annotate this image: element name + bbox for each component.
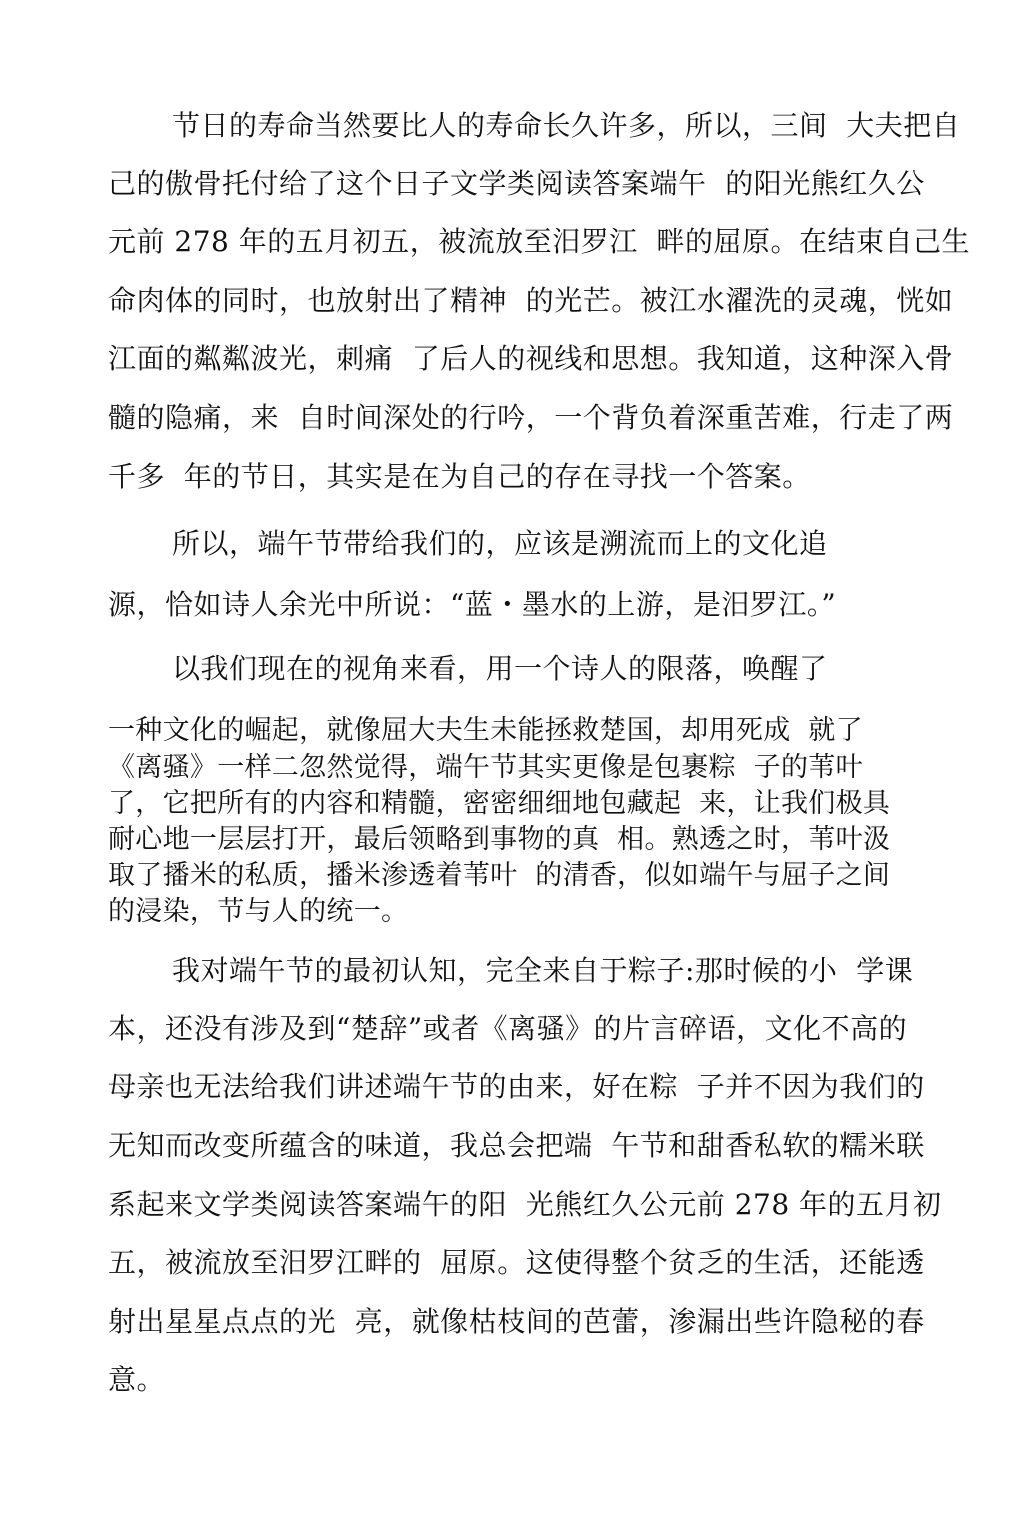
paragraph-1-line-4: 命肉体的同时，也放射出了精神 的光芒。被江水濯洗的灵魂，恍如: [108, 284, 954, 317]
paragraph-1-line-1: 节日的寿命当然要比人的寿命长久许多，所以，三间 大夫把自: [172, 109, 961, 142]
paragraph-4-line-1: 我对端午节的最初认知，完全来自于粽子:那时候的小 学课: [172, 954, 914, 987]
paragraph-4-line-3: 母亲也无法给我们讲述端午节的由来，好在粽 子并不因为我们的: [108, 1070, 925, 1103]
paragraph-1-line-7: 千多 年的节日，其实是在为自己的存在寻找一个答案。: [108, 460, 811, 493]
paragraph-1-line-6: 髓的隐痛，来 自时间深处的行吟，一个背负着深重苦难，行走了两: [108, 401, 954, 434]
paragraph-4-line-5: 系起来文学类阅读答案端午的阳 光熊红久公元前 278 年的五月初: [108, 1188, 942, 1221]
paragraph-3-line-4: 了，它把所有的内容和精髓，密密细细地包藏起 来，让我们极具: [108, 788, 891, 819]
paragraph-4-line-7: 射出星星点点的光 亮，就像枯枝间的芭蕾，渗漏出些许隐秘的春: [108, 1305, 925, 1338]
paragraph-3-line-2: 一种文化的崛起，就像屈大夫生未能拯救楚国，却用死成 就了: [108, 715, 863, 746]
paragraph-4-line-8: 意。: [108, 1363, 166, 1396]
paragraph-4-line-4: 无知而改变所蕴含的味道，我总会把端 午节和甜香私软的糯米联: [108, 1129, 925, 1162]
paragraph-4-line-6: 五，被流放至汨罗江畔的 屈原。这使得整个贫乏的生活，还能透: [108, 1246, 925, 1279]
paragraph-2-line-1: 所以，端午节带给我们的，应该是溯流而上的文化追: [172, 527, 828, 560]
paragraph-1-line-3: 元前 278 年的五月初五，被流放至汨罗江 畔的屈原。在结束自己生: [108, 225, 971, 258]
paragraph-3-line-1: 以我们现在的视角来看，用一个诗人的限落，唤醒了: [172, 652, 828, 685]
paragraph-4-line-2: 本，还没有涉及到“楚辞”或者《离骚》的片言碎语，文化不高的: [108, 1012, 908, 1045]
paragraph-3-line-5: 耐心地一层层打开，最后领略到事物的真 相。熟透之时，苇叶汲: [108, 824, 891, 855]
paragraph-2-line-2: 源，恰如诗人余光中所说：“蓝・墨水的上游，是汨罗江。”: [108, 588, 837, 621]
paragraph-1-line-2: 己的傲骨托付给了这个日子文学类阅读答案端午 的阳光熊红久公: [108, 167, 925, 200]
paragraph-3-line-3: 《离骚》一样二忽然觉得，端午节其实更像是包裹粽 子的苇叶: [108, 752, 863, 783]
paragraph-1-line-5: 江面的粼粼波光，刺痛 了后人的视线和思想。我知道，这种深入骨: [108, 342, 954, 375]
paragraph-3-line-6: 取了播米的私质，播米渗透着苇叶 的清香，似如端午与屈子之间: [108, 860, 891, 891]
paragraph-3-line-7: 的浸染，节与人的统一。: [108, 896, 409, 927]
